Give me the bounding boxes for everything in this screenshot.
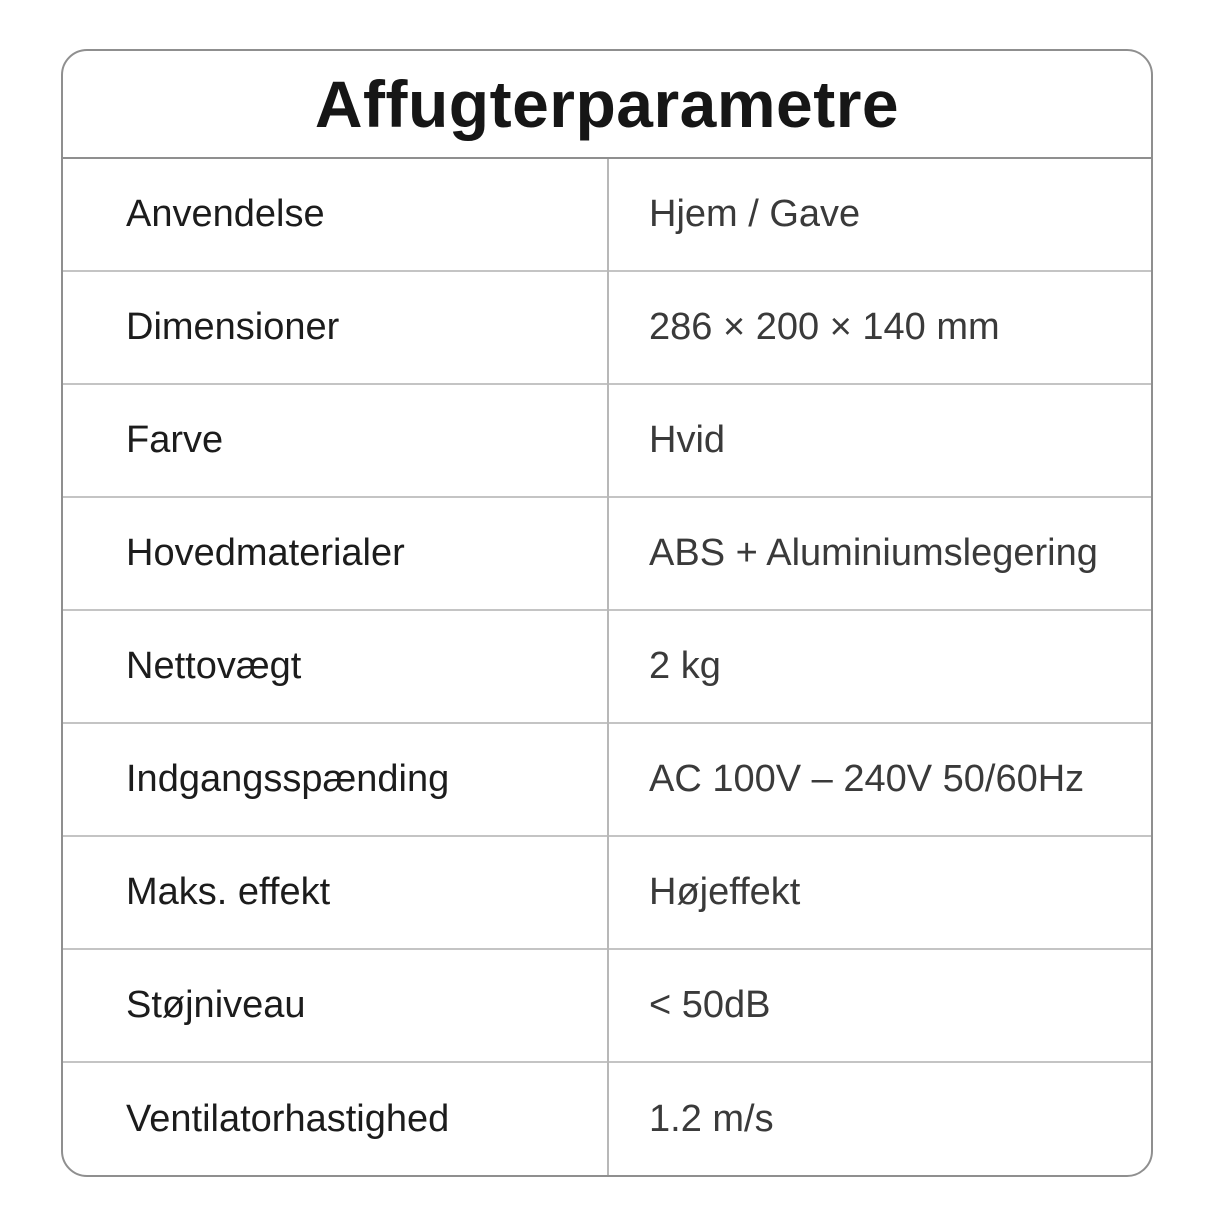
row-value: 286 × 200 × 140 mm bbox=[649, 306, 1000, 348]
spec-card bbox=[61, 49, 1153, 1177]
row-label: Ventilatorhastighed bbox=[126, 1097, 450, 1140]
table-row bbox=[63, 724, 1151, 837]
row-label: Dimensioner bbox=[126, 306, 340, 348]
row-label: Støjniveau bbox=[126, 984, 306, 1026]
row-value: 1.2 m/s bbox=[649, 1097, 774, 1140]
row-label: Nettovægt bbox=[126, 645, 302, 687]
spec-table bbox=[63, 159, 1151, 1175]
row-value: Hvid bbox=[649, 419, 726, 461]
table-row bbox=[63, 272, 1151, 385]
row-value: ABS + Aluminiumslegering bbox=[649, 532, 1098, 574]
table-row bbox=[63, 159, 1151, 272]
table-row bbox=[63, 498, 1151, 611]
row-label: Anvendelse bbox=[126, 193, 325, 235]
row-label: Maks. effekt bbox=[126, 871, 331, 913]
table-row bbox=[63, 1063, 1151, 1175]
table-row bbox=[63, 385, 1151, 498]
table-row bbox=[63, 837, 1151, 950]
row-label: Hovedmaterialer bbox=[126, 532, 405, 574]
row-value: < 50dB bbox=[649, 984, 771, 1026]
page-title: Affugterparametre bbox=[63, 51, 1151, 159]
table-row bbox=[63, 611, 1151, 724]
table-row bbox=[63, 950, 1151, 1063]
row-label: Indgangsspænding bbox=[126, 758, 450, 800]
row-value: Højeffekt bbox=[649, 871, 801, 913]
row-value: 2 kg bbox=[649, 645, 721, 687]
row-value: AC 100V – 240V 50/60Hz bbox=[649, 758, 1085, 800]
row-label: Farve bbox=[126, 419, 224, 461]
row-value: Hjem / Gave bbox=[649, 193, 861, 235]
